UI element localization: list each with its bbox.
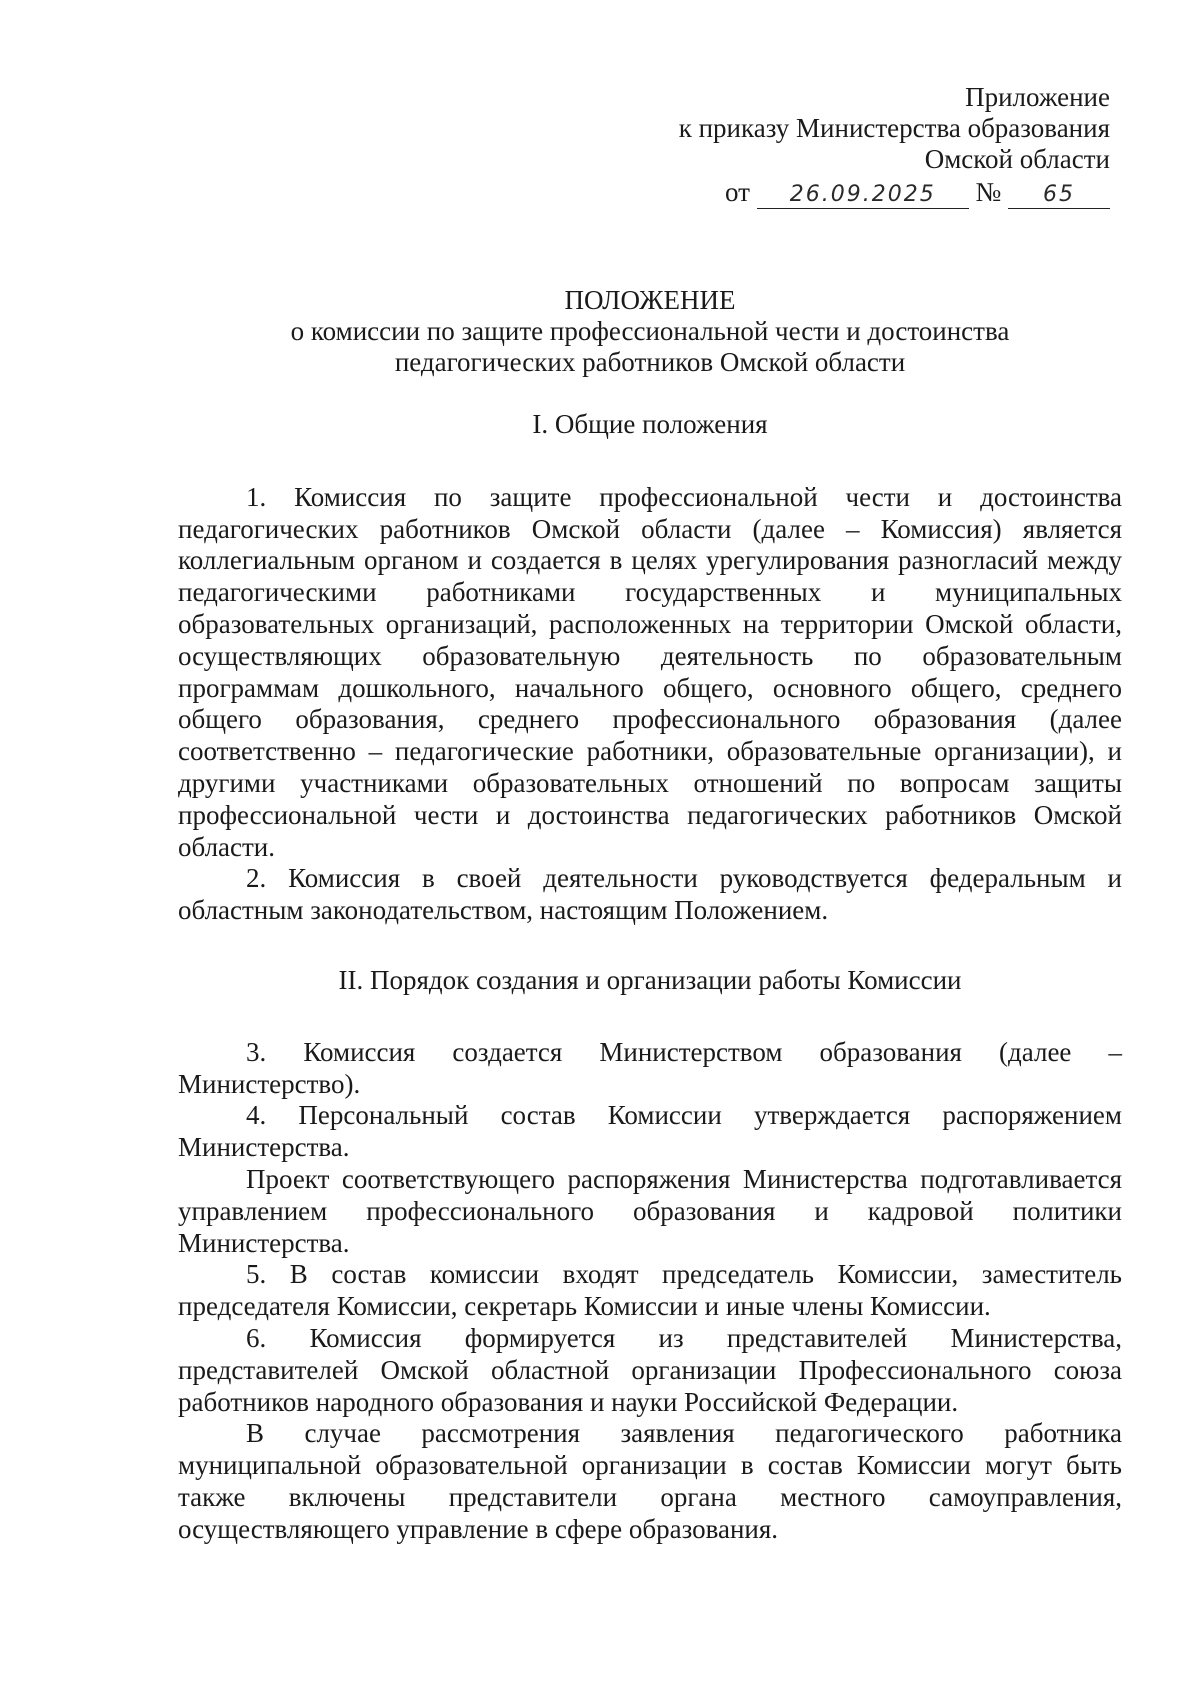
paragraph-1: 1. Комиссия по защите профессиональной чести и достоинства педагогических работников Омской области (далее – Комиссия) является коллегиальным органом и создается в целях урегулирования разногласий между педагогическими работниками государственных и муниципальных образовательных организаций, расположенных на территории Омской области, осуществляющих образовательную деятельность по образовательным программам дошкольного, начального общего, основного общего, среднего общего образования, среднего профессионального образования (далее соответственно – педагогические работники, образовательные организации), и другими участниками образовательных отношений по вопросам защиты профессиональной чести и достоинства педагогических работников Омской области. bbox=[178, 481, 1122, 862]
paragraph-6-municipal: В случае рассмотрения заявления педагогического работника муниципальной образовательной организации в состав Комиссии могут быть также включены представители органа местного самоуправления, осуществляющего управление в сфере образования. bbox=[178, 1418, 1122, 1544]
appendix-region: Омской области bbox=[924, 144, 1110, 174]
appendix-header bbox=[590, 82, 1110, 209]
document-body bbox=[178, 285, 1122, 1546]
appendix-label: Приложение bbox=[965, 82, 1110, 112]
section-heading-organization: II. Порядок создания и организации работы Комиссии bbox=[338, 964, 962, 995]
paragraph-3: 3. Комиссия создается Министерством образования (далее – Министерство). bbox=[178, 1036, 1122, 1099]
handwritten-date: 26.09.2025 bbox=[757, 182, 969, 209]
document-subtitle-line-1: о комиссии по защите профессиональной чести и достоинства bbox=[290, 316, 1010, 346]
section-organization-body bbox=[178, 1037, 1122, 1546]
paragraph-6: 6. Комиссия формируется из представителей Министерства, представителей Омской областной организации Профессионального союза работников народного образования и науки Российской Федерации. bbox=[178, 1322, 1122, 1417]
paragraph-2: 2. Комиссия в своей деятельности руководствуется федеральным и областным законодательством, настоящим Положением. bbox=[178, 863, 1122, 926]
date-prefix: от bbox=[725, 177, 750, 207]
paragraph-4-project: Проект соответствующего распоряжения Министерства подготавливается управлением профессионального образования и кадровой политики Министерства. bbox=[178, 1163, 1122, 1258]
appendix-date-line bbox=[590, 177, 1110, 209]
section-heading-general: I. Общие положения bbox=[532, 409, 768, 439]
document-title: ПОЛОЖЕНИЕ bbox=[564, 285, 736, 315]
appendix-order-ref: к приказу Министерства образования bbox=[678, 113, 1110, 143]
section-general-body bbox=[178, 482, 1122, 927]
number-sign: № bbox=[975, 177, 1002, 207]
paragraph-5: 5. В состав комиссии входят председатель Комиссии, заместитель председателя Комиссии, секретарь Комиссии и иные члены Комиссии. bbox=[178, 1259, 1122, 1322]
paragraph-4: 4. Персональный состав Комиссии утверждается распоряжением Министерства. bbox=[178, 1100, 1122, 1163]
handwritten-number: 65 bbox=[1008, 182, 1110, 209]
document-subtitle-line-2: педагогических работников Омской области bbox=[394, 347, 906, 377]
